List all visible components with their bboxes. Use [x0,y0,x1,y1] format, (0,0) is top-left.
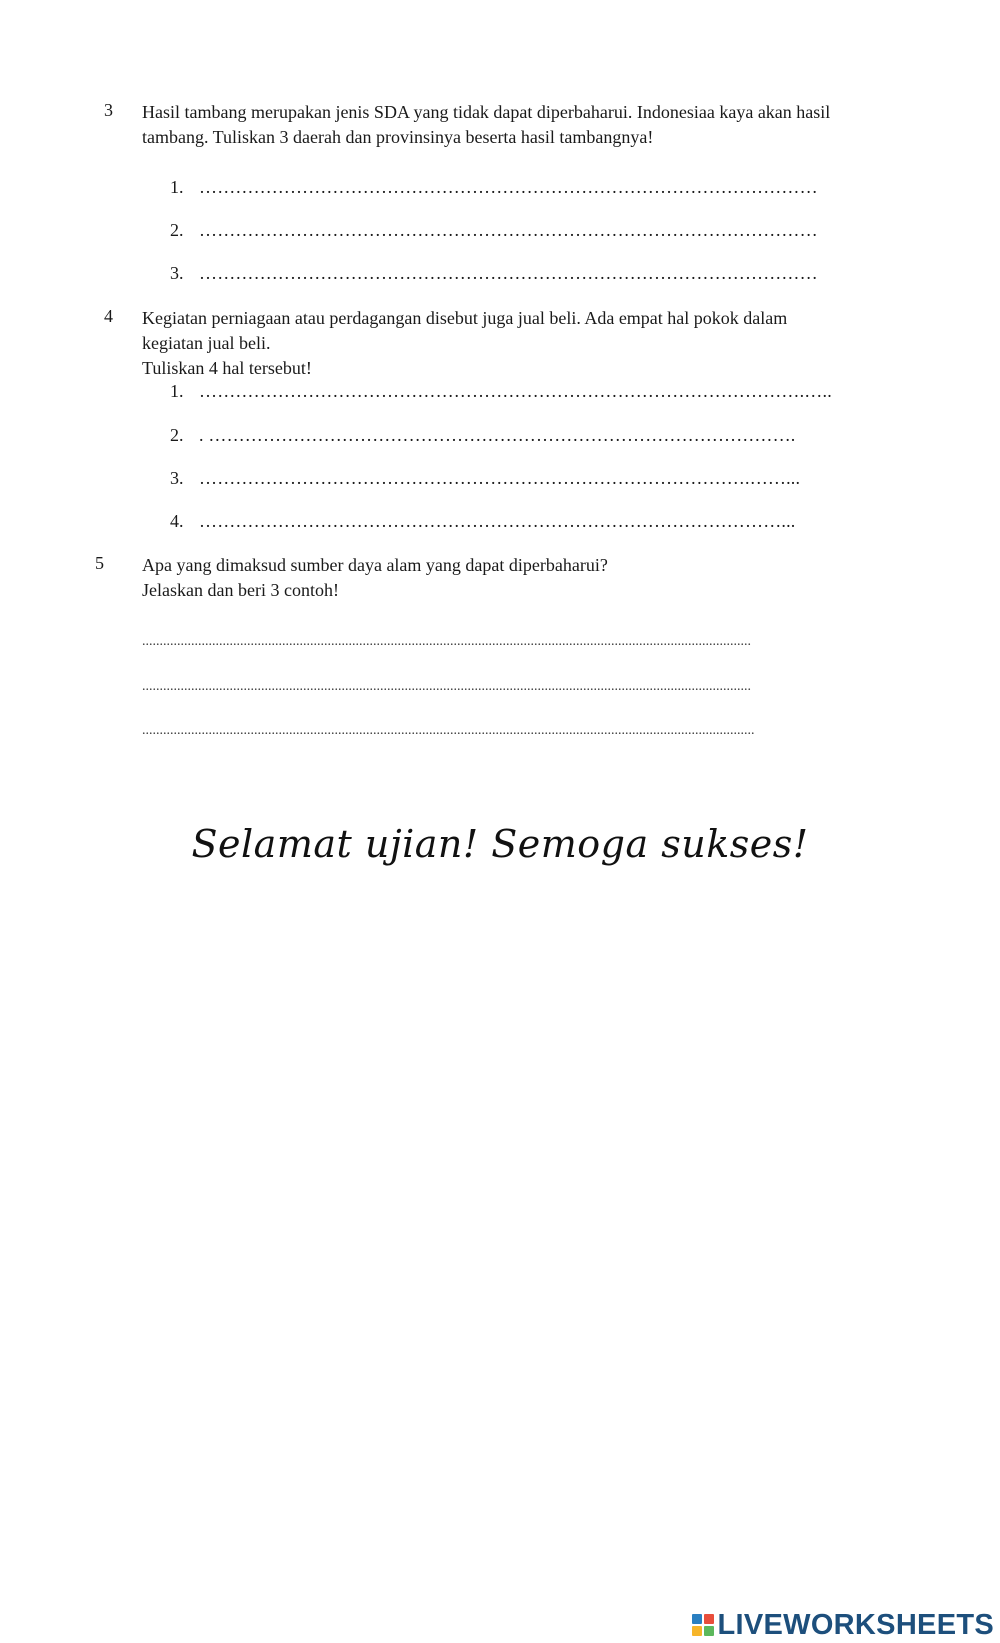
logo-square [704,1614,714,1624]
question-4-line-3: Tuliskan 4 hal tersebut! [142,358,312,378]
q4-answer-1-field[interactable]: ……………………………………………………………………………………….….. [199,381,832,401]
q3-answer-1-number: 1. [170,177,184,197]
q4-answer-1-number: 1. [170,381,184,401]
q5-answer-line-3[interactable]: ............................................................................................................................................................................... [142,723,755,738]
liveworksheets-logo-icon [692,1614,714,1636]
logo-square [692,1626,702,1636]
q5-answer-line-1[interactable]: .............................................................................................................................................................................. [142,634,751,649]
question-5-line-2: Jelaskan dan beri 3 contoh! [142,580,339,600]
q4-answer-4-number: 4. [170,511,184,531]
brand-name: LIVEWORKSHEETS [717,1608,994,1641]
question-5-number: 5 [95,553,104,573]
logo-square [704,1626,714,1636]
question-4-text [142,306,787,381]
q4-answer-2-field[interactable]: . ……………………………………………………………………………………. [199,425,796,445]
closing-message: Selamat ujian! Semoga sukses! [191,822,809,866]
q4-answer-3-number: 3. [170,468,184,488]
q4-answer-3-field[interactable]: ……………………………………………………………………………….……... [199,468,801,488]
question-4-line-1: Kegiatan perniagaan atau perdagangan disebut juga jual beli. Ada empat hal pokok dalam [142,308,788,328]
question-3-number: 3 [104,100,113,120]
question-5-text [142,553,608,603]
liveworksheets-brand[interactable] [692,1609,995,1641]
q3-answer-2-field[interactable]: ………………………………………………………………………………………… [199,220,818,240]
question-3-line-2: tambang. Tuliskan 3 daerah dan provinsinya beserta hasil tambangnya! [142,127,654,147]
q4-answer-2-number: 2. [170,425,184,445]
question-3-text [142,100,830,150]
question-5-line-1: Apa yang dimaksud sumber daya alam yang dapat diperbaharui? [142,555,608,575]
q3-answer-2-number: 2. [170,220,184,240]
q3-answer-1-field[interactable]: ………………………………………………………………………………………… [199,177,818,197]
q5-answer-line-2[interactable]: .............................................................................................................................................................................. [142,679,751,694]
question-3-line-1: Hasil tambang merupakan jenis SDA yang tidak dapat diperbaharui. Indonesiaa kaya akan hasil [142,102,831,122]
q3-answer-3-field[interactable]: ………………………………………………………………………………………… [199,263,818,283]
q4-answer-4-field[interactable]: ……………………………………………………………………………………... [199,511,796,531]
question-4-line-2: kegiatan jual beli. [142,333,271,353]
q3-answer-3-number: 3. [170,263,184,283]
logo-square [692,1614,702,1624]
question-4-number: 4 [104,306,113,326]
